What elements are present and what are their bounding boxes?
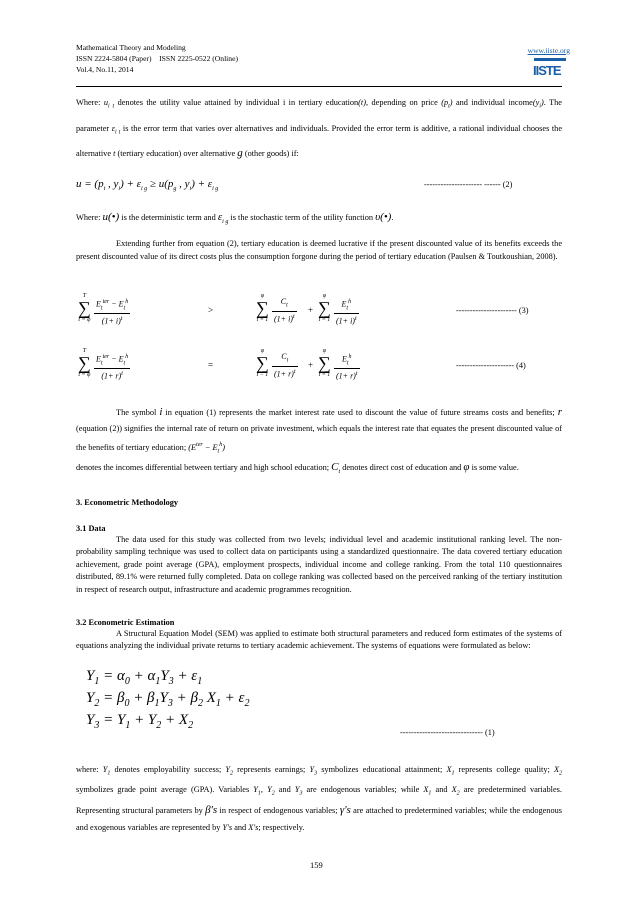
journal-volume: Vol.4, No.11, 2014 <box>76 65 134 74</box>
paragraph-utility: Where: $u_{i t}$ denotes the utility value attained by individual i in tertiary education(t), depending on price $(p_t)$ and individual $income(y_i)$. The parameter $\varepsilon_{i t}$ is the error term that varies over alternatives and individuals. Provided the error term is additive, a rational individual chooses the alternative t (tertiary education) over alternative g (other goods) if: <box>76 98 562 160</box>
paragraph-estimation: A Structural Equation Model (SEM) was applied to estimate both structural parameters and reduced form estimates of the systems of equations analyzing the individual private returns to tertiary academic achievement. The systems of equations were formulated as below: <box>76 629 562 651</box>
equation-1-label: ------------------------------ (1) <box>400 728 495 737</box>
equation-3-label: ---------------------- (3) <box>456 306 529 315</box>
journal-issn: ISSN 2224-5804 (Paper) ISSN 2225-0522 (Online) <box>76 54 238 63</box>
section-3-heading: 3. Econometric Methodology <box>76 498 179 507</box>
page-number: 159 <box>310 860 323 870</box>
journal-url-link[interactable]: www.iiste.org <box>527 46 570 55</box>
paragraph-data: The data used for this study was collected from two levels; individual level and academic institutional ranking level. The non-probability sampling technique was used to collect data on participants using a standardized questionnaire. The data covered tertiary education achievement, grade point average (GPA), employment prospects, individual income and college ranking. From the total 110 questionnaires distributed, 89.1% were returned fully completed. Data on college ranking was collected based on the perceived ranking of the tertiary institution in respect of research output, infrastructure and academic programmes recognition. <box>76 535 562 594</box>
journal-header <box>76 42 238 75</box>
equation-system-1 <box>86 668 249 734</box>
equation-2-label: --------------------- ------ (2) <box>424 180 513 189</box>
equation-3: T ∑ t = φ $\frac{E_t^{ter} - E_t^h}{(1+ i)^t}$ > φ ∑ t = 1 $\frac{C_t}{(1+ i)^t}$ + φ ∑ t = 1 $\frac{E_t^h}{(1+ i)^t}$ ---------------------- (3) <box>78 293 529 326</box>
equation-row-2: $Y_2 = \beta_0 + \beta_1Y_3 + \beta_2$ $X_1 + \varepsilon_2$ <box>86 690 250 709</box>
logo-text: IISTE <box>533 63 561 78</box>
equation-row-3: $Y_3 = Y_1 + Y_2 + X_2$ <box>86 712 194 731</box>
paragraph-deterministic: Where: u(•) is the deterministic term and $\varepsilon_{i g}$ is the stochastic term of the utility function υ(•). <box>76 211 394 226</box>
paragraph-extending: Extending further from equation (2), tertiary education is deemed lucrative if the present discounted value of its benefits exceeds the present discounted value of its direct costs plus the consumption forgone during the period of tertiary education (Paulsen & Toutkoushian, 2008). <box>76 239 562 261</box>
equation-4-label: --------------------- (4) <box>456 361 526 370</box>
section-3-2-heading: 3.2 Econometric Estimation <box>76 618 175 627</box>
equation-2: $u = (p_t$ , $y_i) + \varepsilon_{i g} \ge u(p_g$ , $y_i) + \varepsilon_{i g}$ <box>76 178 219 193</box>
equation-4: T ∑ t = φ $\frac{E_t^{ter} - E_t^h}{(1+ r)^t}$ = φ ∑ t − 1 $\frac{C_t}{(1+ r)^t}$ + φ ∑ t = 1 $\frac{E_t^h}{(1+ r)^t}$ --------------------- (4) <box>78 348 526 381</box>
iiste-logo <box>533 58 568 82</box>
equation-row-1: $Y_1 = \alpha_0 + \alpha_1Y_3 + \varepsilon_1$ <box>86 668 203 687</box>
section-3-1-heading: 3.1 Data <box>76 524 106 533</box>
journal-name: Mathematical Theory and Modeling <box>76 43 186 52</box>
paragraph-variables: where: $Y_1$ denotes employability success; $Y_2$ represents earnings; $Y_3$ symbolizes educational attainment; $X_1$ represents college quality; $X_2$ symbolizes grade point average (GPA). Variables $Y_1$, $Y_2$ and $Y_3$ are endogenous variables; while $X_1$ and $X_2$ are predetermined variables. Representing structural parameters by β's in respect of endogenous variables; γ's are attached to predetermined variables; while the endogenous and exogenous variables are represented by Y's and X's; respectively. <box>76 765 563 832</box>
paragraph-symbols: The symbol i in equation (1) represents the market interest rate used to discount the value of future streams costs and benefits; r (equation (2)) signifies the internal rate of return on private investment, which equals the interest rate that equates the present discounted value of the benefits of tertiary education; $(E^{ter} - E_t^h)$ denotes the incomes differential between tertiary and high school education; $C_t$ denotes direct cost of education and φ is some value. <box>76 406 562 476</box>
header-divider <box>76 86 562 87</box>
